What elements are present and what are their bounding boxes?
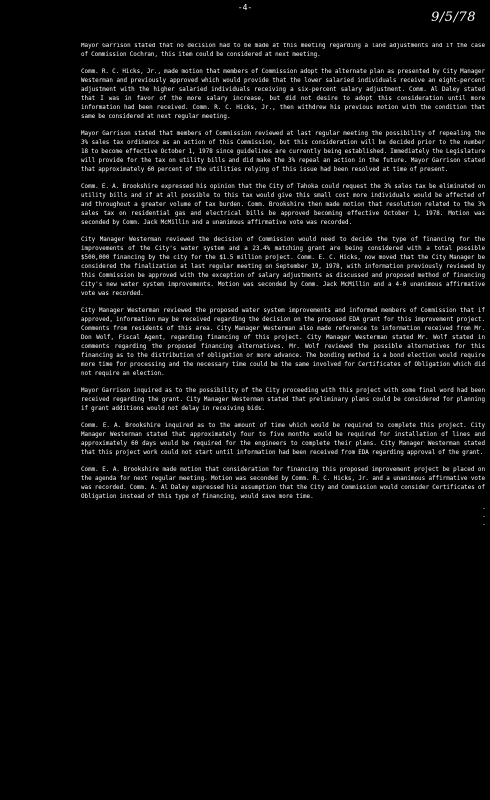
minutes-body	[81, 42, 485, 510]
paragraph-2: Comm. R. C. Hicks, Jr., made motion that members of Commission adopt the alternate plan as presented by City Manager Westerman and previously approved which would provide that the lower salaried individuals receive an eight-percent adjustment with the higher salaried individuals receiving a six-percent salary adjustment. Comm. Al Daley stated that I was in favor of the more salary increase, but did not desire to adopt this consideration until more information had been received. Comm. R. C. Hicks, Jr., then withdrew his previous motion with the condition that same be considered at next regular meeting.	[81, 69, 485, 120]
paragraph-8: Comm. E. A. Brookshire inquired as to the amount of time which would be required to complete this project. City Manager Westerman stated that approximately four to five months would be required for installation of lines and approximately 60 days would be required for the engineers to complete their plans. City Manager Westerman stated that this project work could not start until information had been received from EDA regarding approval of the grant.	[81, 423, 485, 456]
handwritten-date: 9/5/78	[431, 10, 476, 25]
paragraph-1: Mayor Garrison stated that no decision had to be made at this meeting regarding a land adjustments and if the case of Commission Cochran, this item could be considered at next meeting.	[81, 43, 485, 58]
margin-mark: ---	[482, 505, 486, 528]
paragraph-7: Mayor Garrison inquired as to the possibility of the City proceeding with this project with some final word had been received regarding the grant. City Manager Westerman stated that preliminary plans could be considered for planning if grant additions would not delay in receiving bids.	[81, 388, 485, 412]
paragraph-4: Comm. E. A. Brookshire expressed his opinion that the City of Tahoka could request the 3% sales tax be eliminated on utility bills and if at all possible to this tax would give this small cost more individuals would be affected of and throughout a greater volume of tax burden. Comm. Brookshire then made motion that resolution related to the 3% sales tax on residential gas and electrical bills be approved becoming effective October 1, 1978. Motion was seconded by Comm. Jack McMillin and a unanimous affirmative vote was recorded.	[81, 184, 485, 226]
paragraph-6: City Manager Westerman reviewed the proposed water system improvements and informed members of Commission that if approved, information may be received regarding the decision on the proposed EDA grant for this improvement project. Comments from residents of this area. City Manager Westerman also made reference to information received from Mr. Don Wolf, Fiscal Agent, regarding financing of this project. City Manager Westerman stated Mr. Wolf stated in comments regarding the proposed financing alternatives. Mr. Wolf reviewed the possible alternatives for this financing as to the distribution of obligation or more advance. The bonding method is a bond election would require more time for processing and the necessary time could be the same involved for Certificates of Obligation which did not require an election.	[81, 308, 485, 377]
paragraph-3: Mayor Garrison stated that members of Commission reviewed at last regular meeting the possibility of repealing the 3% sales tax ordinance as an action of this Commission, but this consideration will be decided prior to the number 18 to become effective October 1, 1978 since guidelines are currently being established. Immediately the Legislature will provide for the tax on utility bills and did make the 3% repeal an action in the future. Mayor Garrison stated that approximately 60 percent of the utilities relying of this issue had been resolved at time of present.	[81, 131, 485, 173]
paragraph-9: Comm. E. A. Brookshire made motion that consideration for financing this proposed improvement project be placed on the agenda for next regular meeting. Motion was seconded by Comm. R. C. Hicks, Jr. and a unanimous affirmative vote was recorded. Comm. A. Al Daley expressed his assumption that the City and Commission would consider Certificates of Obligation instead of this type of financing, would save more time.	[81, 467, 485, 500]
paragraph-5: City Manager Westerman reviewed the decision of Commission would need to decide the type of financing for the improvements of the City's water system and a 23.4% matching grant are being considered with a total possible $500,000 financing by the city for the $1.5 million project. Comm. E. C. Hicks, now moved that the City Manager be considered the finalization at last regular meeting on September 19, 1978, with information previously reviewed by this Commission be approved with the exception of salary adjustments as discussed and proposed method of financing City's new water system improvements. Motion was seconded by Comm. Jack McMillin and a 4-0 unanimous affirmative vote was recorded.	[81, 237, 485, 297]
page-number: -4-	[237, 3, 253, 12]
